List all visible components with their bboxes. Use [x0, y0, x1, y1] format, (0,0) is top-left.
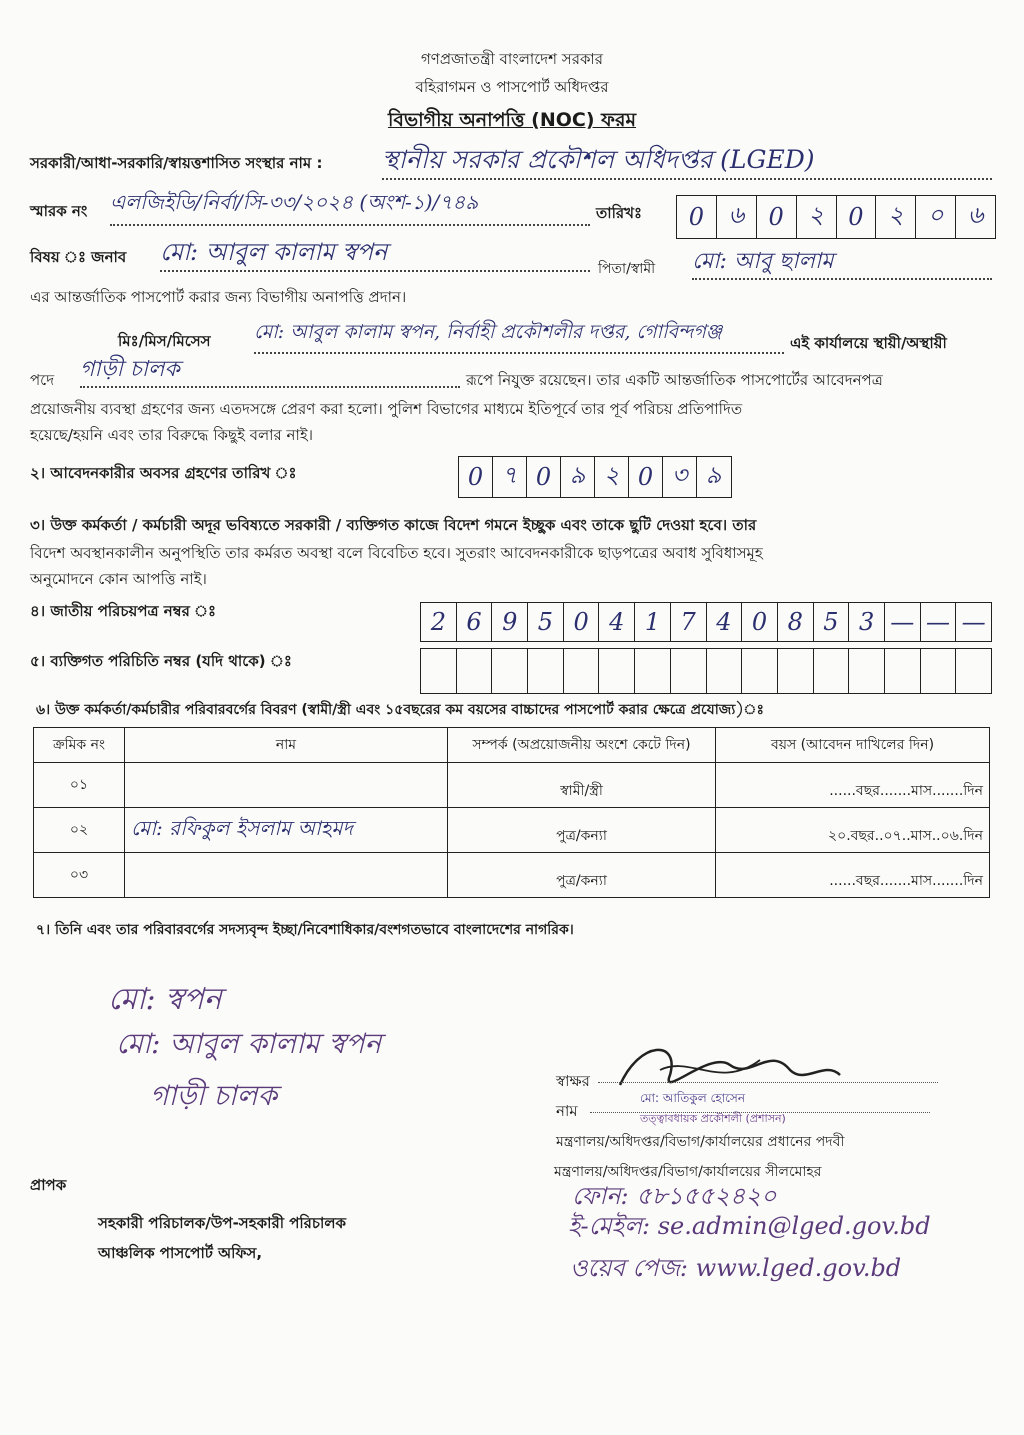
memo-date-boxes	[676, 195, 996, 239]
father-name-value: মো: আবু ছালাম	[692, 244, 992, 280]
nid-digit: 7	[671, 603, 707, 641]
pid-digit	[849, 649, 885, 693]
date-digit: 0	[757, 196, 797, 238]
row-serial: ০৩	[34, 853, 125, 898]
pid-digit	[492, 649, 528, 693]
nid-digit: 5	[814, 603, 850, 641]
pid-digit	[742, 649, 778, 693]
org-name-value: স্থানীয় সরকার প্রকৌশল অধিদপ্তর (LGED)	[382, 140, 992, 180]
table-row	[34, 763, 990, 808]
para1-line4: হয়েছে/হয়নি এবং তার বিরুদ্ধে কিছুই বলার নাই।	[30, 426, 314, 444]
personal-id-boxes	[420, 648, 992, 694]
nid-digit: —	[885, 603, 921, 641]
seal-line: মন্ত্রণালয়/অধিদপ্তর/বিভাগ/কার্যালয়ের সীলমোহর	[554, 1164, 822, 1180]
nid-digit: 5	[528, 603, 564, 641]
date-digit: ৬	[717, 196, 757, 238]
nid-digit: 0	[742, 603, 778, 641]
nid-digit: 6	[457, 603, 493, 641]
org-label: সরকারী/আধা-সরকারি/স্বায়ত্তশাসিত সংস্থার নাম :	[30, 154, 323, 172]
pid-digit	[778, 649, 814, 693]
signature-label: স্বাক্ষর	[556, 1072, 590, 1090]
web-handwritten: ওয়েব পেজ: www.lged.gov.bd	[570, 1254, 902, 1282]
subject-tail: এর আন্তর্জাতিক পাসপোর্ট করার জন্য বিভাগীয় অনাপত্তি প্রদান।	[30, 288, 407, 306]
date-digit: ২	[876, 196, 916, 238]
applicant-name-value: মো: আবুল কালাম স্বপন	[160, 234, 590, 272]
pid-digit	[457, 649, 493, 693]
handwritten-line2: মো: আবুল কালাম স্বপন	[116, 1027, 382, 1060]
row-age: ২০.বছর..০৭..মাস..০৬.দিন	[716, 808, 990, 853]
pid-digit	[707, 649, 743, 693]
pid-digit	[921, 649, 957, 693]
nid-boxes	[420, 602, 992, 642]
retirement-date-boxes	[458, 456, 732, 498]
row-age: ......বছর.......মাস.......দিন	[716, 853, 990, 898]
pid-digit	[956, 649, 991, 693]
para1-line3: প্রয়োজনীয় ব্যবস্থা গ্রহণের জন্য এতদসঙ্গে প্রেরণ করা হলো। পুলিশ বিভাগের মাধ্যমে ইতিপূর্বে তার পূর্ব পরিচয় প্রতিপাদিত	[30, 400, 743, 418]
family-details-label: ৬। উক্ত কর্মকর্তা/কর্মচারীর পরিবারবর্গের বিবরণ (স্বামী/স্ত্রী এবং ১৫বছরের কম বয়সের বাচ্চাদের পাসপোর্ট করার ক্ষেত্রে প্রযোজ্য)ঃ	[36, 702, 764, 718]
post-label: পদে	[30, 371, 55, 389]
family-table	[33, 727, 990, 898]
subject-label: বিষয় ঃ জনাব	[30, 248, 127, 266]
govt-header: গণপ্রজাতন্ত্রী বাংলাদেশ সরকার	[420, 50, 604, 68]
form-title: বিভাগীয় অনাপত্তি (NOC) ফরম	[387, 109, 637, 131]
handwritten-line3: গাড়ী চালক	[150, 1079, 278, 1112]
row-serial: ০২	[34, 808, 125, 853]
retire-digit: ৯	[705, 461, 722, 489]
retire-digit: ৭	[493, 457, 527, 497]
retire-digit: 0	[527, 457, 561, 497]
nid-label: ৪। জাতীয় পরিচয়পত্র নম্বর ঃ	[30, 602, 217, 620]
retire-digit: ৯	[561, 457, 595, 497]
nid-digit: 4	[599, 603, 635, 641]
row-name	[125, 763, 448, 808]
table-row	[34, 853, 990, 898]
family-table-header	[34, 728, 990, 763]
nid-digit: —	[961, 608, 986, 636]
nid-digit: 4	[707, 603, 743, 641]
handwritten-line1: মো: স্বপন	[108, 982, 222, 1017]
date-digit: ২	[797, 196, 837, 238]
date-label: তারিখঃ	[596, 204, 642, 222]
recipient-line1: সহকারী পরিচালক/উপ-সহকারী পরিচালক	[98, 1214, 347, 1232]
nid-digit: 2	[421, 603, 457, 641]
item3-line2: বিদেশ অবস্থানকালীন অনুপস্থিতি তার কর্মরত অবস্থা বলে বিবেচিত হবে। সুতরাং আবেদনকারীকে ছাড়পত্রের অবাধ সুবিধাসমূহ	[30, 544, 763, 562]
employee-office-value: মো: আবুল কালাম স্বপন, নির্বাহী প্রকৌশলীর দপ্তর, গোবিন্দগঞ্জ	[254, 318, 784, 354]
row-relation: পুত্র/কন্যা	[448, 808, 716, 853]
pid-digit	[671, 649, 707, 693]
retire-digit: ২	[595, 457, 629, 497]
retire-digit: ৩	[663, 457, 697, 497]
pid-digit	[599, 649, 635, 693]
row-serial: ০১	[34, 763, 125, 808]
phone-handwritten: ফোন: ৫৮১৫৫২৪২০	[572, 1182, 777, 1210]
date-digit: ০	[916, 196, 956, 238]
item3-line3: অনুমোদনে কোন আপত্তি নাই।	[30, 570, 207, 588]
row-name	[125, 853, 448, 898]
row-name: মো: রফিকুল ইসলাম আহমদ	[125, 808, 448, 853]
col-serial-header: ক্রমিক নং	[34, 728, 125, 763]
date-digit: 0	[677, 196, 717, 238]
pid-digit	[885, 649, 921, 693]
honorific-label: মিঃ/মিস/মিসেস	[118, 332, 211, 350]
department-header: বহিরাগমন ও পাসপোর্ট অধিদপ্তর	[415, 78, 609, 96]
father-label: পিতা/স্বামী	[598, 261, 656, 277]
memo-label: স্মারক নং	[30, 202, 88, 220]
date-digit: ৬	[967, 201, 984, 229]
pid-digit	[421, 649, 457, 693]
pid-digit	[564, 649, 600, 693]
col-name-header: নাম	[125, 728, 448, 763]
col-relation-header: সম্পর্ক (অপ্রয়োজনীয় অংশে কেটে দিন)	[448, 728, 716, 763]
item3-line1: ৩। উক্ত কর্মকর্তা / কর্মচারী অদূর ভবিষ্যতে সরকারী / ব্যক্তিগত কাজে বিদেশ গমনে ইচ্ছুক এবং তাকে ছুটি দেওয়া হবে। তার	[30, 516, 757, 534]
personal-id-label: ৫। ব্যক্তিগত পরিচিতি নম্বর (যদি থাকে) ঃ	[30, 652, 292, 670]
pid-digit	[814, 649, 850, 693]
col-age-header: বয়স (আবেদন দাখিলের দিন)	[716, 728, 990, 763]
table-row	[34, 808, 990, 853]
memo-number-value: এলজিইডি/নির্বা/সি-৩৩/২০২৪ (অংশ-১)/৭৪৯	[110, 188, 590, 226]
retirement-date-label: ২। আবেদনকারীর অবসর গ্রহণের তারিখ ঃ	[30, 464, 297, 482]
nid-digit: 3	[849, 603, 885, 641]
email-handwritten: ই-মেইল: se.admin@lged.gov.bd	[568, 1212, 931, 1240]
nid-digit: —	[921, 603, 957, 641]
nid-digit: 9	[492, 603, 528, 641]
pid-digit	[635, 649, 671, 693]
pid-digit	[528, 649, 564, 693]
recipient-label: প্রাপক	[30, 1176, 67, 1194]
row-relation: পুত্র/কন্যা	[448, 853, 716, 898]
para1-line2: রূপে নিযুক্ত রয়েছেন। তার একটি আন্তর্জাতিক পাসপোর্টের আবেদনপত্র	[466, 371, 883, 389]
name-label: নাম	[556, 1102, 578, 1120]
nid-digit: 8	[778, 603, 814, 641]
office-status-text: এই কার্যালয়ে স্থায়ী/অস্থায়ী	[790, 334, 947, 352]
date-digit: 0	[837, 196, 877, 238]
nid-digit: 1	[635, 603, 671, 641]
retire-digit: 0	[629, 457, 663, 497]
row-relation: স্বামী/স্ত্রী	[448, 763, 716, 808]
row-age: ......বছর.......মাস.......দিন	[716, 763, 990, 808]
post-value: গাড়ী চালক	[80, 352, 460, 388]
stamp-designation: তত্ত্বাবধায়ক প্রকৌশলী (প্রশাসন)	[640, 1112, 786, 1125]
head-post-line: মন্ত্রণালয়/অধিদপ্তর/বিভাগ/কার্যালয়ের প্রধানের পদবী	[556, 1134, 845, 1150]
stamp-name: মো: আতিকুল হোসেন	[640, 1091, 746, 1105]
nid-digit: 0	[564, 603, 600, 641]
retire-digit: 0	[459, 457, 493, 497]
signature-line	[598, 1082, 938, 1083]
citizenship-statement: ৭। তিনি এবং তার পরিবারবর্গের সদস্যবৃন্দ ইচ্ছা/নিবেশাধিকার/বংশগতভাবে বাংলাদেশের নাগরিক।	[36, 922, 574, 938]
recipient-line2: আঞ্চলিক পাসপোর্ট অফিস,	[98, 1244, 263, 1262]
